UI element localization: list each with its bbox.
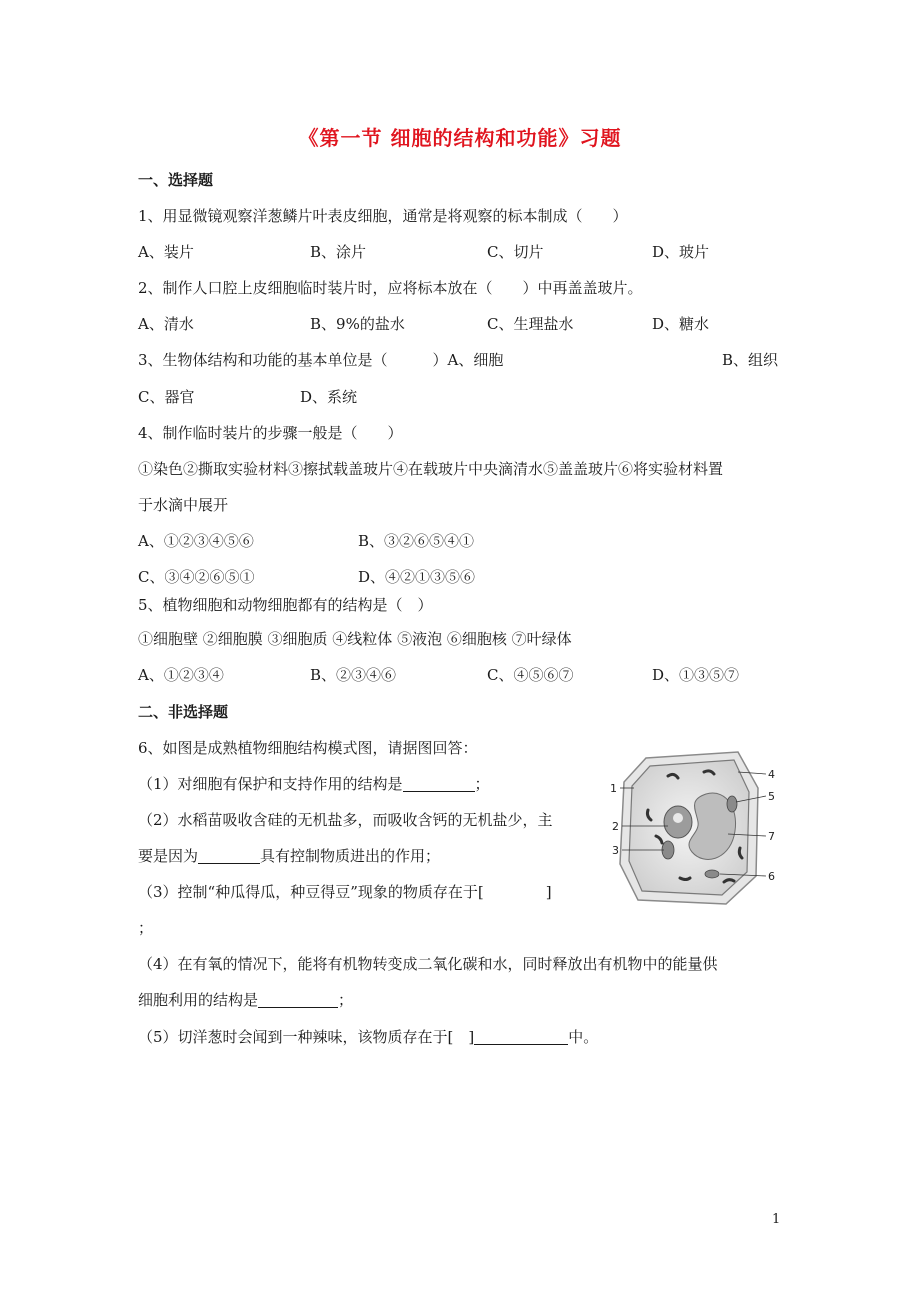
q6-part-5 (138, 1027, 598, 1047)
q3-option-c: C、器官 (138, 388, 195, 406)
question-6-stem: 6、如图是成熟植物细胞结构模式图，请据图回答： (138, 739, 478, 757)
q6-part-2-line-1: （2）水稻苗吸收含硅的无机盐多，而吸收含钙的无机盐少，主 (138, 811, 553, 829)
q6-part-4-line-2 (138, 990, 353, 1010)
question-4-stem: 4、制作临时装片的步骤一般是（ ） (138, 424, 403, 442)
diagram-label-2: 2 (612, 820, 619, 833)
q2-option-a: A、清水 (138, 315, 194, 333)
q6-part-4-text: 细胞利用的结构是 (138, 991, 259, 1009)
q1-option-a: A、装片 (138, 243, 194, 261)
q6-part-3-close: ] (545, 883, 552, 901)
q4-option-b: B、③②⑥⑤④① (358, 532, 475, 550)
q6-part-4-line-1: （4）在有氧的情况下，能将有机物转变成二氧化碳和水，同时释放出有机物中的能量供 (138, 955, 718, 973)
chloroplast (705, 870, 719, 878)
q2-option-d: D、糖水 (652, 315, 710, 333)
q6-part-4-end: ； (338, 991, 354, 1009)
question-1-stem: 1、用显微镜观察洋葱鳞片叶表皮细胞，通常是将观察的标本制成（ ） (138, 207, 628, 225)
q6-part-3 (138, 882, 552, 902)
q4-option-a: A、①②③④⑤⑥ (138, 532, 254, 550)
q6-part-5-end: 中。 (568, 1028, 599, 1046)
q5-option-b: B、②③④⑥ (310, 666, 397, 684)
diagram-label-6: 6 (768, 870, 775, 883)
q6-part-2-start: 要是因为 (138, 847, 199, 865)
q6-part-3-text: （3）控制“种瓜得瓜，种豆得豆”现象的物质存在于[ (138, 883, 484, 901)
q4-option-d: D、④②①③⑤⑥ (358, 568, 476, 586)
q6-part-4-blank[interactable] (258, 991, 338, 1008)
q4-steps-line-2: 于水滴中展开 (138, 496, 229, 514)
q6-part-1-blank[interactable] (403, 775, 475, 792)
diagram-label-7: 7 (768, 830, 775, 843)
q1-option-c: C、切片 (487, 243, 544, 261)
q6-part-2-blank[interactable] (198, 847, 260, 864)
q4-option-c: C、③④②⑥⑤① (138, 568, 255, 586)
q1-option-b: B、涂片 (310, 243, 367, 261)
q5-items: ①细胞壁 ②细胞膜 ③细胞质 ④线粒体 ⑤液泡 ⑥细胞核 ⑦叶绿体 (138, 630, 572, 648)
diagram-label-4: 4 (768, 768, 775, 781)
page-number: 1 (772, 1212, 781, 1227)
q5-option-d: D、①③⑤⑦ (652, 666, 740, 684)
question-5-stem: 5、植物细胞和动物细胞都有的结构是（ ） (138, 596, 433, 614)
plant-cell-diagram (608, 748, 780, 908)
q3-option-d: D、系统 (300, 388, 358, 406)
mitochondrion (680, 878, 690, 880)
q3-option-b: B、组织 (722, 351, 779, 369)
question-2-stem: 2、制作人口腔上皮细胞临时装片时，应将标本放在（ ）中再盖盖玻片。 (138, 279, 643, 297)
nucleolus (673, 813, 683, 823)
question-3-stem: 3、生物体结构和功能的基本单位是（ ）A、细胞 (138, 351, 504, 369)
q6-part-1 (138, 774, 490, 794)
q6-part-1-text: （1）对细胞有保护和支持作用的结构是 (138, 775, 403, 793)
page-title: 《第一节 细胞的结构和功能》习题 (298, 126, 622, 150)
q2-option-c: C、生理盐水 (487, 315, 574, 333)
q6-part-1-end: ； (474, 775, 490, 793)
q5-option-c: C、④⑤⑥⑦ (487, 666, 574, 684)
q6-part-5-blank[interactable] (474, 1028, 568, 1045)
q1-option-d: D、玻片 (652, 243, 710, 261)
q5-option-a: A、①②③④ (138, 666, 224, 684)
q4-steps-line-1: ①染色②撕取实验材料③擦拭载盖玻片④在载玻片中央滴清水⑤盖盖玻片⑥将实验材料置 (138, 460, 724, 478)
diagram-label-1: 1 (610, 782, 617, 795)
q6-part-5-text: （5）切洋葱时会闻到一种辣味，该物质存在于[ ] (138, 1028, 475, 1046)
section-heading-non-choice: 二、非选择题 (138, 703, 229, 721)
q6-part-3-end: ； (138, 919, 154, 937)
chloroplast (727, 796, 737, 812)
q6-part-2-end: 具有控制物质进出的作用； (260, 847, 441, 865)
q6-part-2-line-2 (138, 846, 440, 866)
section-heading-choice: 一、选择题 (138, 171, 214, 189)
q2-option-b: B、9%的盐水 (310, 315, 405, 333)
diagram-label-5: 5 (768, 790, 775, 803)
diagram-label-3: 3 (612, 844, 619, 857)
